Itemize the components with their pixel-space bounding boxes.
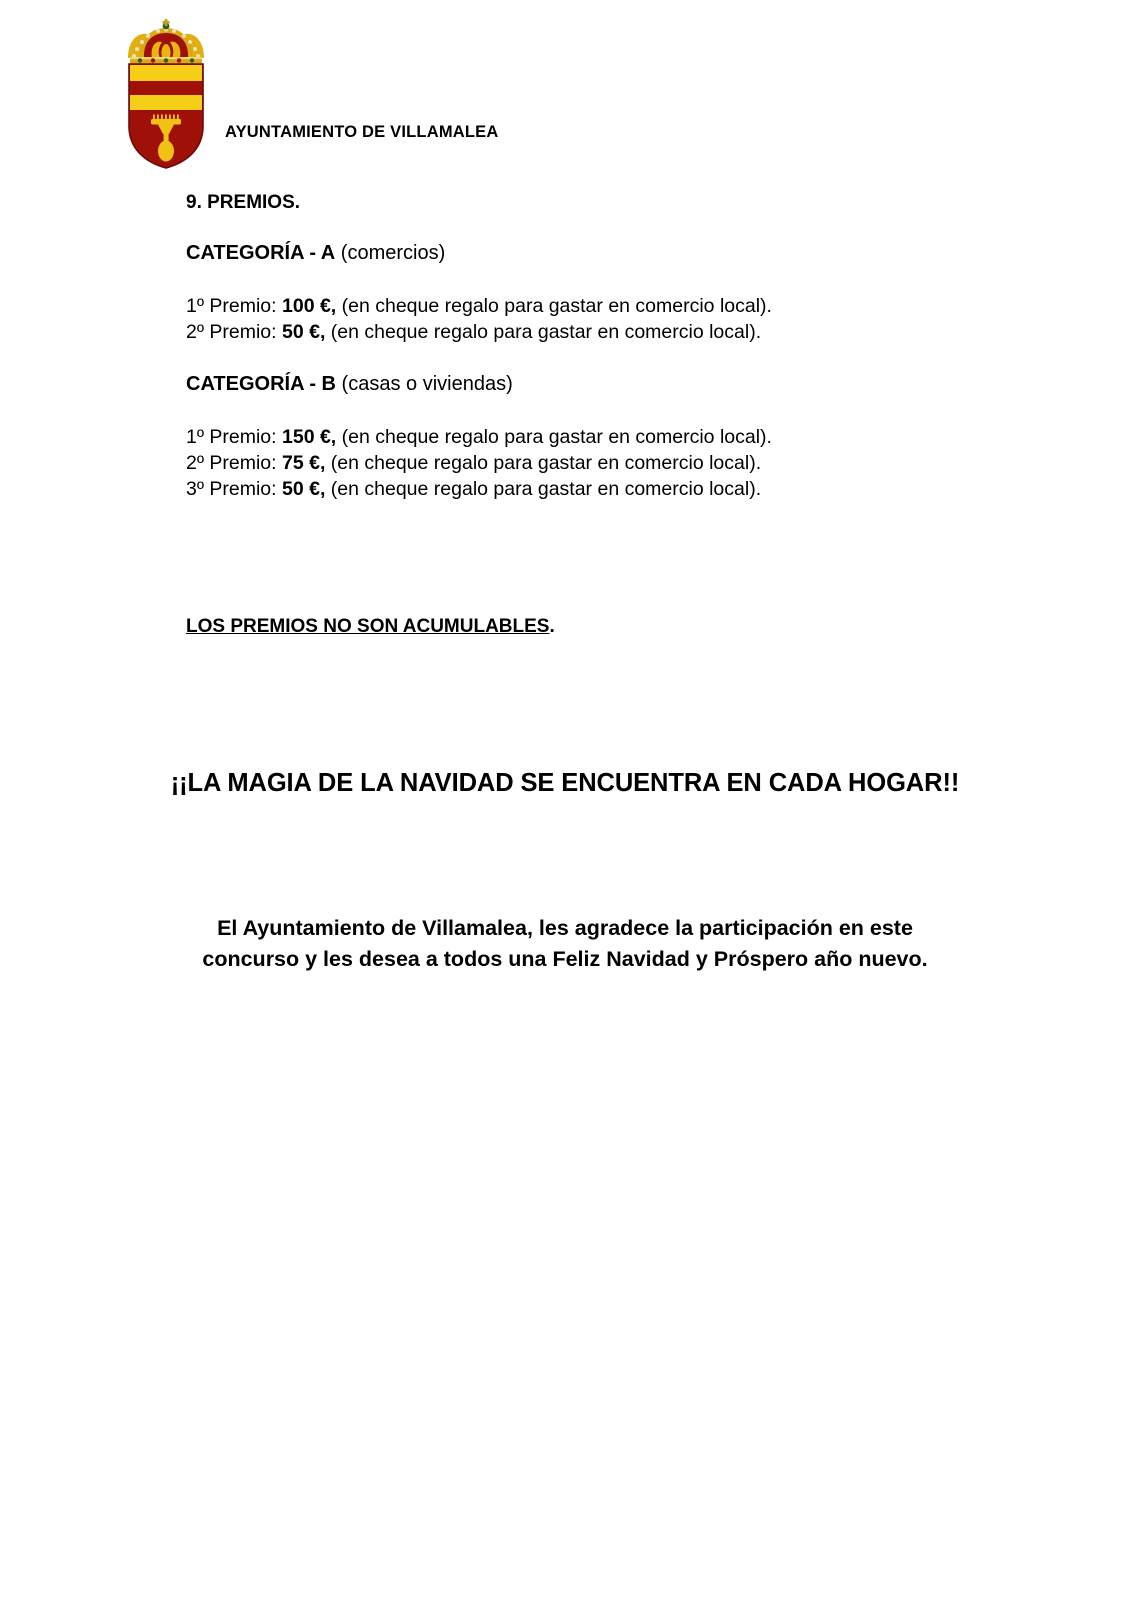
prize-rank: 1º Premio: xyxy=(186,295,282,317)
prize-amount: 50 €, xyxy=(282,478,326,500)
prizes-not-cumulative-period: . xyxy=(549,616,555,637)
section-title-premios: 9. PREMIOS. xyxy=(186,192,301,213)
category-a-label: CATEGORÍA - A xyxy=(186,242,336,264)
spacer xyxy=(186,345,986,371)
closing-paragraph xyxy=(120,913,1010,975)
prize-rank: 2º Premio: xyxy=(186,321,282,343)
prize-amount: 50 €, xyxy=(282,321,326,343)
category-a-subject: (comercios) xyxy=(335,242,446,264)
closing-line-2: concurso y les desea a todos una Feliz Navidad y Próspero año nuevo. xyxy=(202,947,928,971)
spacer xyxy=(186,267,986,293)
prize-line xyxy=(186,476,986,502)
spacer xyxy=(186,398,986,424)
prize-detail: (en cheque regalo para gastar en comercio local). xyxy=(325,478,762,500)
organization-name: AYUNTAMIENTO DE VILLAMALEA xyxy=(225,123,499,141)
prizes-not-cumulative-notice xyxy=(186,614,986,640)
prize-rank: 1º Premio: xyxy=(186,426,282,448)
prize-detail: (en cheque regalo para gastar en comercio local). xyxy=(325,321,762,343)
prize-amount: 150 €, xyxy=(282,426,337,448)
prize-line xyxy=(186,424,986,450)
prize-rank: 3º Premio: xyxy=(186,478,282,500)
prize-detail: (en cheque regalo para gastar en comercio local). xyxy=(336,295,772,317)
document-header xyxy=(118,10,718,170)
prize-line xyxy=(186,450,986,476)
villamalea-coat-of-arms-icon xyxy=(118,18,214,170)
spacer xyxy=(186,502,986,614)
document-body xyxy=(186,190,986,640)
prize-line xyxy=(186,319,986,345)
category-b-subject: (casas o viviendas) xyxy=(336,373,513,395)
category-a-heading xyxy=(186,240,986,267)
prize-line xyxy=(186,293,986,319)
prizes-not-cumulative-text: LOS PREMIOS NO SON ACUMULABLES xyxy=(186,616,550,637)
category-b-label: CATEGORÍA - B xyxy=(186,373,336,395)
prize-amount: 75 €, xyxy=(282,452,326,474)
christmas-magic-headline: ¡¡LA MAGIA DE LA NAVIDAD SE ENCUENTRA EN CADA HOGAR!! xyxy=(170,769,960,797)
spacer xyxy=(186,216,986,240)
prize-rank: 2º Premio: xyxy=(186,452,282,474)
category-b-heading xyxy=(186,371,986,398)
prize-detail: (en cheque regalo para gastar en comercio local). xyxy=(325,452,762,474)
prize-amount: 100 €, xyxy=(282,295,337,317)
closing-line-1: El Ayuntamiento de Villamalea, les agradece la participación en este xyxy=(217,916,913,940)
prize-detail: (en cheque regalo para gastar en comercio local). xyxy=(336,426,772,448)
